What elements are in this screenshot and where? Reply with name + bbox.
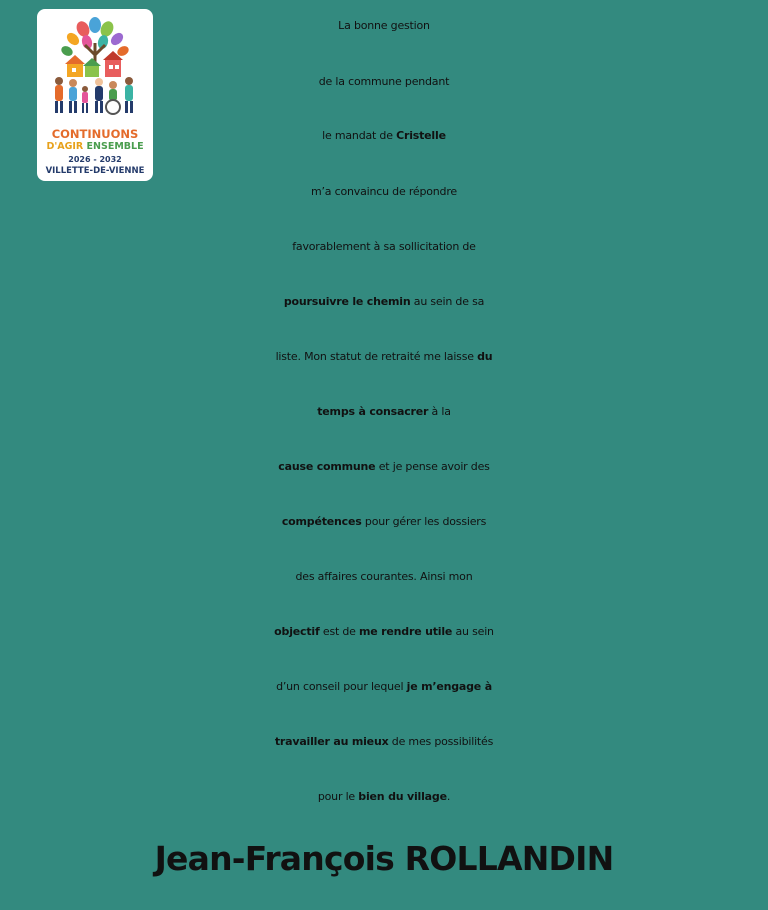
text-line-10 [0,502,768,542]
text-l15a: pour le [317,790,359,803]
text-line-3 [0,116,768,156]
text-l10a: compétences [281,515,362,528]
logo-town: VILLETTE-DE-VIENNE [45,166,145,176]
text-line-7 [0,337,768,377]
text-l3b: Cristelle [396,129,446,142]
text-l4: m’a convaincu de répondre [310,185,457,198]
text-l6b: au sein de sa [410,295,485,308]
text-l9b: et je pense avoir des [375,460,490,473]
text-l7a: liste. Mon statut de retraité me laisse [275,350,478,363]
text-line-15 [0,777,768,817]
text-l12d: au sein [452,625,494,638]
text-l15c: . [446,790,451,803]
text-line-5 [0,227,768,267]
text-l15b: bien du village [358,790,447,803]
text-line-11 [0,557,768,597]
text-l12c: me rendre utile [359,625,453,638]
text-line-6 [0,282,768,322]
text-l6a: poursuivre le chemin [283,295,411,308]
logo-subtitle-a: D'AGIR [46,141,84,152]
text-l9a: cause commune [278,460,376,473]
text-l3a: le mandat de [322,129,397,142]
text-line-9 [0,447,768,487]
text-line-12 [0,612,768,652]
text-l14b: de mes possibilités [388,735,494,748]
text-l5: favorablement à sa sollicitation de [292,240,476,253]
logo-subtitle-b: ENSEMBLE [86,141,144,152]
text-l11: des affaires courantes. Ainsi mon [295,570,473,583]
text-l8b: à la [428,405,451,418]
logo-title: CONTINUONS [51,127,139,141]
logo-years: 2026 - 2032 [68,155,122,164]
text-line-4 [0,172,768,212]
text-l10b: pour gérer les dossiers [361,515,487,528]
text-l14a: travailler au mieux [274,735,389,748]
text-l12b: est de [319,625,360,638]
text-line-8 [0,392,768,432]
text-l12a: objectif [274,625,320,638]
text-l7b: du [477,350,493,363]
author-signature: Jean-François ROLLANDIN [154,839,614,878]
text-line-13 [0,667,768,707]
text-line-2 [0,62,768,102]
text-line-14 [0,722,768,762]
text-l8a: temps à consacrer [317,405,429,418]
text-l13b: je m’engage à [406,680,492,693]
text-l2: de la commune pendant [318,75,450,88]
text-line-1 [0,6,768,46]
text-l1: La bonne gestion [338,19,430,32]
text-l13a: d’un conseil pour lequel [276,680,407,693]
